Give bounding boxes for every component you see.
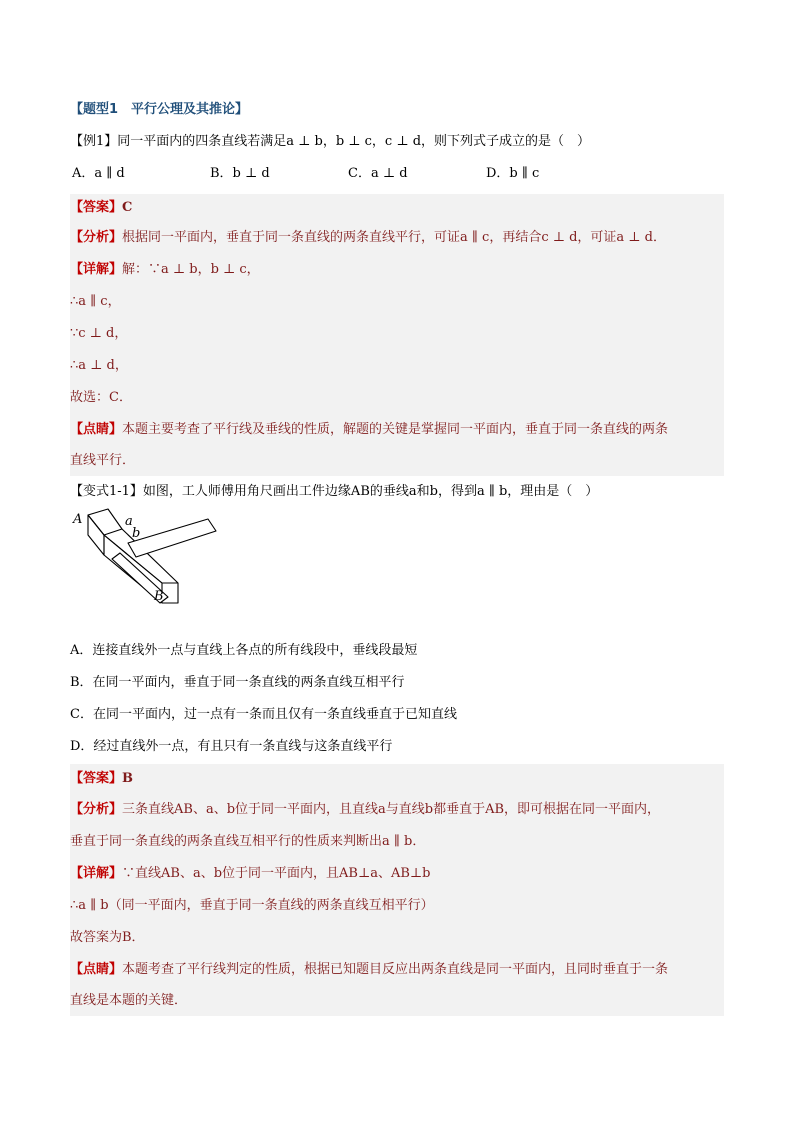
analysis-tag: 【分析】 bbox=[70, 230, 123, 245]
analysis-text: 根据同一平面内，垂直于同一条直线的两条直线平行，可证a ∥ c，再结合c ⊥ d，可证a ⊥ d． bbox=[122, 230, 666, 245]
example-1-detail-line bbox=[70, 254, 724, 286]
example-1-analysis bbox=[70, 222, 724, 254]
workpiece-left-face bbox=[88, 515, 104, 555]
square-ruler-arm bbox=[128, 519, 216, 557]
option-text: B．在同一平面内，垂直于同一条直线的两条直线互相平行 bbox=[70, 675, 405, 690]
variant-1-detail-line bbox=[70, 890, 724, 922]
detail-text: ∴a ∥ b（同一平面内，垂直于同一条直线的两条直线互相平行） bbox=[70, 898, 434, 913]
analysis-text: 三条直线AB、a、b位于同一平面内，且直线a与直线b都垂直于AB，即可根据在同一平面内， bbox=[122, 802, 661, 817]
figure-label-b-line: b bbox=[132, 526, 141, 541]
detail-text: ∴a ∥ c， bbox=[70, 294, 121, 309]
answer-value: B bbox=[122, 771, 134, 786]
example-1-detail-line bbox=[70, 318, 724, 350]
example-1-detail-line bbox=[70, 382, 724, 414]
example-1-options bbox=[70, 162, 724, 186]
analysis-text: 垂直于同一条直线的两条直线互相平行的性质来判断出a ∥ b． bbox=[70, 834, 426, 849]
answer-tag: 【答案】 bbox=[70, 771, 123, 786]
detail-text: ∵直线AB、a、b位于同一平面内，且AB⊥a、AB⊥b bbox=[122, 866, 431, 881]
comment-text: 直线是本题的关键． bbox=[70, 993, 188, 1008]
comment-tag: 【点睛】 bbox=[70, 962, 123, 977]
variant-1-option-d bbox=[70, 735, 724, 759]
example-1-option-b: B．b ⊥ d bbox=[210, 166, 270, 181]
option-text: A．连接直线外一点与直线上各点的所有线段中，垂线段最短 bbox=[70, 643, 418, 658]
example-1-detail-line bbox=[70, 350, 724, 382]
variant-1-option-b bbox=[70, 671, 724, 695]
variant-1-detail-line bbox=[70, 858, 724, 890]
comment-text: 本题考查了平行线判定的性质，根据已知题目反应出两条直线是同一平面内，且同时垂直于一条 bbox=[122, 962, 669, 977]
variant-1-option-c bbox=[70, 703, 724, 727]
variant-1-stem bbox=[70, 480, 724, 504]
variant-1-stem-text: 【变式1-1】如图，工人师傅用角尺画出工件边缘AB的垂线a和b，得到a ∥ b，理由是（ ） bbox=[70, 484, 599, 499]
variant-1-detail-line bbox=[70, 922, 724, 954]
variant-1-analysis bbox=[70, 826, 724, 858]
comment-text: 直线平行． bbox=[70, 453, 136, 468]
detail-tag: 【详解】 bbox=[70, 866, 123, 881]
example-1-stem-text: 【例1】同一平面内的四条直线若满足a ⊥ b，b ⊥ c，c ⊥ d，则下列式子成立的是（ ） bbox=[70, 134, 591, 149]
example-1-comment bbox=[70, 446, 724, 476]
detail-text: 故答案为B． bbox=[70, 930, 145, 945]
option-text: D．经过直线外一点，有且只有一条直线与这条直线平行 bbox=[70, 739, 393, 754]
example-1-answer bbox=[70, 194, 724, 222]
figure-label-b-upper: B bbox=[154, 589, 164, 604]
set-square-figure bbox=[70, 507, 220, 611]
variant-1-comment bbox=[70, 954, 724, 986]
comment-tag: 【点睛】 bbox=[70, 422, 123, 437]
example-1-option-c: C．a ⊥ d bbox=[348, 166, 408, 181]
example-1-detail-line bbox=[70, 286, 724, 318]
detail-text: ∵c ⊥ d， bbox=[70, 326, 128, 341]
analysis-tag: 【分析】 bbox=[70, 802, 123, 817]
example-1-option-a: A．a ∥ d bbox=[72, 166, 125, 181]
example-1-option-d: D．b ∥ c bbox=[486, 166, 540, 181]
example-1-comment bbox=[70, 414, 724, 446]
answer-value: C bbox=[122, 200, 133, 215]
detail-text: ∴a ⊥ d， bbox=[70, 358, 128, 373]
example-1-stem bbox=[70, 130, 724, 154]
section-title-text: 【题型1 平行公理及其推论】 bbox=[70, 102, 249, 117]
detail-tag: 【详解】 bbox=[70, 262, 123, 277]
answer-tag: 【答案】 bbox=[70, 200, 123, 215]
section-title bbox=[70, 98, 724, 122]
variant-1-option-a bbox=[70, 639, 724, 663]
comment-text: 本题主要考查了平行线及垂线的性质，解题的关键是掌握同一平面内，垂直于同一条直线的两条 bbox=[122, 422, 669, 437]
detail-text: 解：∵a ⊥ b，b ⊥ c， bbox=[122, 262, 260, 277]
detail-text: 故选：C． bbox=[70, 390, 132, 405]
figure-label-a-upper: A bbox=[73, 512, 83, 527]
option-text: C．在同一平面内，过一点有一条而且仅有一条直线垂直于已知直线 bbox=[70, 707, 457, 722]
variant-1-comment bbox=[70, 986, 724, 1016]
variant-1-analysis bbox=[70, 794, 724, 826]
figure-label-a-line: a bbox=[125, 514, 133, 529]
variant-1-answer bbox=[70, 764, 724, 794]
